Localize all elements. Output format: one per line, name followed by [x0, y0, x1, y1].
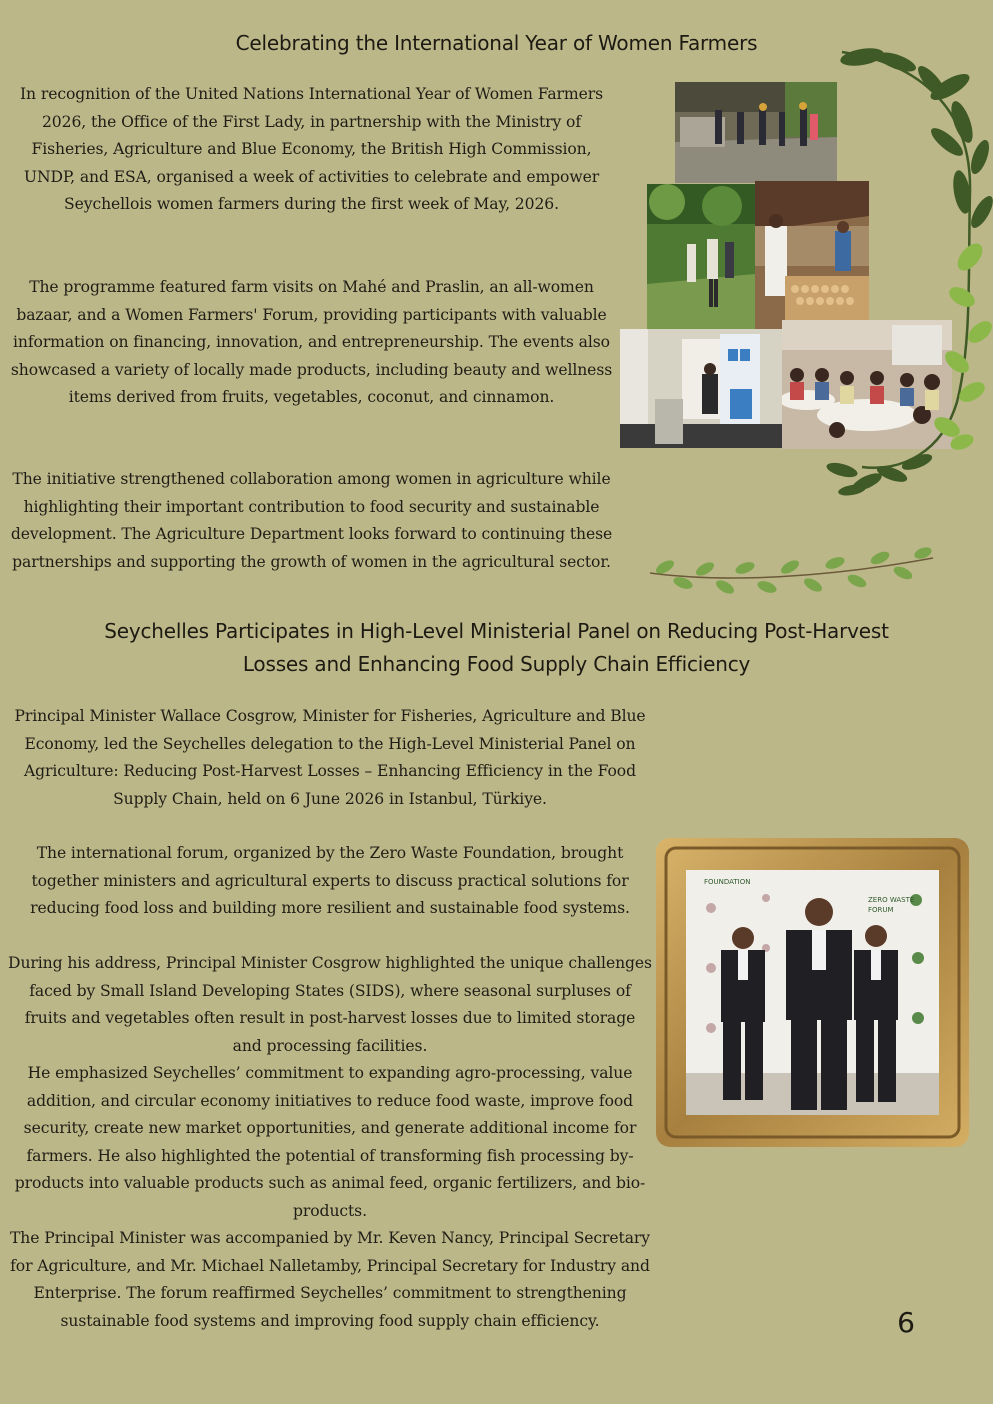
- foundation-sign-text: FOUNDATION: [704, 878, 751, 886]
- delegation-photo-frame: [656, 838, 969, 1147]
- page-number: 6: [897, 1306, 915, 1339]
- vine-leaf-decoration: [822, 42, 993, 500]
- farm-visit-photo-1: [675, 82, 837, 183]
- forum-sign-text: FORUM: [868, 906, 894, 914]
- section1-paragraph-2: The programme featured farm visits on Mahé and Praslin, an all-women bazaar, and a Women Farmers' Forum, providing participants with valuable information on financing, innovation, and entrepreneurship. The events also showcased a variety of locally made products, including beauty and wellness items derived from fruits, vegetables, coconut, and cinnamon.: [10, 278, 613, 406]
- section2-paragraph-4: He emphasized Seychelles’ commitment to expanding agro-processing, value addition, and circular economy initiatives to reduce food waste, improve food security, create new market opportunities, and generate additional income for farmers. He also highlighted the potential of transforming fish processing by-products into valuable products such as animal feed, organic fertilizers, and bio-products.: [14, 1064, 646, 1220]
- section2-title-line-1: Seychelles Participates in High-Level Ministerial Panel on Reducing Post-Harvest: [104, 619, 889, 643]
- zero-waste-sign-text: ZERO WASTE: [868, 896, 915, 904]
- forum-presentation-photo: [620, 329, 782, 448]
- section1-paragraph-3: The initiative strengthened collaboration among women in agriculture while highlighting their important contribution to food security and sustainable development. The Agriculture Department looks forward to continuing these partnerships and supporting the growth of women in the agricultural sector.: [10, 470, 613, 571]
- section2-paragraph-1: Principal Minister Wallace Cosgrow, Minister for Fisheries, Agriculture and Blue Economy, led the Seychelles delegation to the High-Level Ministerial Panel on Agriculture: Reducing Post-Harvest Losses – Enhancing Efficiency in the Food Supply Chain, held on 6 June 2026 in Istanbul, Türkiye.: [14, 707, 646, 808]
- section1-title: Celebrating the International Year of Women Farmers: [235, 31, 758, 55]
- leaf-branch-decoration: [645, 543, 937, 603]
- section2-paragraph-5: The Principal Minister was accompanied by Mr. Keven Nancy, Principal Secretary for Agriculture, and Mr. Michael Nalletamby, Principal Secretary for Industry and Enterprise. The forum reaffirmed Seychelles’ commitment to strengthening sustainable food systems and improving food supply chain efficiency.: [10, 1229, 650, 1330]
- section2-title-line-2: Losses and Enhancing Food Supply Chain Efficiency: [242, 652, 751, 676]
- farm-visit-photo-2: [647, 184, 755, 330]
- section2-paragraph-3: During his address, Principal Minister Cosgrow highlighted the unique challenges faced by Small Island Developing States (SIDS), where seasonal surpluses of fruits and vegetables often result in post-harvest losses due to limited storage and processing facilities.: [8, 954, 652, 1055]
- section1-paragraph-1: In recognition of the United Nations International Year of Women Farmers 2026, the Office of the First Lady, in partnership with the Ministry of Fisheries, Agriculture and Blue Economy, the British High Commission, UNDP, and ESA, organised a week of activities to celebrate and empower Seychellois women farmers during the first week of May, 2026.: [20, 85, 603, 213]
- section2-paragraph-2: The international forum, organized by the Zero Waste Foundation, brought together ministers and agricultural experts to discuss practical solutions for reducing food loss and building more resilient and sustainable food systems.: [30, 844, 630, 917]
